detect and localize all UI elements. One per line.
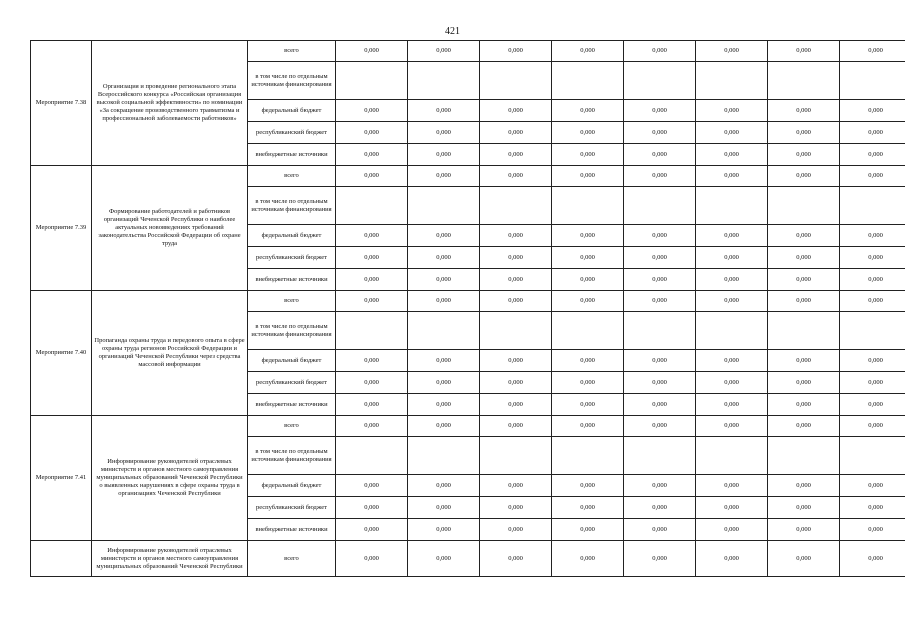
value-cell: 0,000	[336, 166, 408, 187]
value-cell: 0,000	[696, 475, 768, 497]
funding-source-label: всего	[248, 541, 336, 577]
value-cell: 0,000	[552, 416, 624, 437]
value-cell: 0,000	[552, 247, 624, 269]
value-cell: 0,000	[336, 350, 408, 372]
value-cell: 0,000	[480, 497, 552, 519]
value-cell: 0,000	[624, 291, 696, 312]
value-cell: 0,000	[408, 416, 480, 437]
value-cell: 0,000	[408, 541, 480, 577]
value-cell: 0,000	[480, 372, 552, 394]
value-cell	[552, 62, 624, 100]
budget-table	[30, 40, 905, 577]
value-cell	[696, 62, 768, 100]
value-cell: 0,000	[696, 247, 768, 269]
value-cell: 0,000	[696, 269, 768, 291]
funding-source-label: в том числе по отдельным источникам финансирования	[248, 62, 336, 100]
value-cell: 0,000	[768, 225, 840, 247]
value-cell: 0,000	[768, 541, 840, 577]
funding-source-label: всего	[248, 41, 336, 62]
value-cell: 0,000	[552, 291, 624, 312]
value-cell: 0,000	[480, 475, 552, 497]
value-cell: 0,000	[408, 372, 480, 394]
table-body	[31, 41, 905, 577]
value-cell: 0,000	[552, 100, 624, 122]
value-cell: 0,000	[624, 416, 696, 437]
value-cell	[840, 437, 905, 475]
value-cell: 0,000	[480, 541, 552, 577]
value-cell: 0,000	[840, 394, 905, 416]
value-cell	[480, 62, 552, 100]
value-cell: 0,000	[696, 416, 768, 437]
value-cell: 0,000	[840, 416, 905, 437]
value-cell: 0,000	[624, 100, 696, 122]
value-cell: 0,000	[480, 269, 552, 291]
funding-source-label: всего	[248, 416, 336, 437]
value-cell: 0,000	[552, 225, 624, 247]
value-cell: 0,000	[336, 372, 408, 394]
value-cell: 0,000	[408, 475, 480, 497]
value-cell: 0,000	[696, 225, 768, 247]
value-cell: 0,000	[840, 100, 905, 122]
value-cell: 0,000	[768, 475, 840, 497]
value-cell	[696, 312, 768, 350]
value-cell	[768, 437, 840, 475]
value-cell: 0,000	[408, 519, 480, 541]
value-cell: 0,000	[480, 416, 552, 437]
activity-id-cell: Мероприятие 7.39	[31, 166, 92, 291]
value-cell: 0,000	[480, 41, 552, 62]
activity-id-cell-empty	[31, 541, 92, 577]
value-cell	[840, 312, 905, 350]
value-cell: 0,000	[624, 269, 696, 291]
value-cell: 0,000	[840, 247, 905, 269]
table-row	[31, 416, 905, 437]
value-cell: 0,000	[696, 166, 768, 187]
funding-source-label: внебюджетные источники	[248, 144, 336, 166]
value-cell: 0,000	[840, 541, 905, 577]
funding-source-label: республиканский бюджет	[248, 247, 336, 269]
value-cell	[624, 437, 696, 475]
value-cell: 0,000	[552, 541, 624, 577]
value-cell: 0,000	[624, 541, 696, 577]
value-cell: 0,000	[408, 291, 480, 312]
activity-description-cell: Пропаганда охраны труда и передового опыта в сфере охраны труда регионов Российской Федерации и организаций Чеченской Республики через средства массовой информации	[92, 291, 248, 416]
value-cell: 0,000	[336, 497, 408, 519]
value-cell: 0,000	[840, 41, 905, 62]
value-cell: 0,000	[336, 225, 408, 247]
value-cell: 0,000	[624, 350, 696, 372]
value-cell: 0,000	[408, 497, 480, 519]
funding-source-label: республиканский бюджет	[248, 372, 336, 394]
value-cell: 0,000	[624, 475, 696, 497]
value-cell: 0,000	[480, 519, 552, 541]
value-cell: 0,000	[336, 519, 408, 541]
value-cell: 0,000	[408, 394, 480, 416]
activity-id-cell: Мероприятие 7.38	[31, 41, 92, 166]
value-cell: 0,000	[624, 144, 696, 166]
value-cell: 0,000	[696, 519, 768, 541]
value-cell: 0,000	[768, 350, 840, 372]
value-cell: 0,000	[840, 269, 905, 291]
value-cell: 0,000	[552, 350, 624, 372]
value-cell: 0,000	[840, 475, 905, 497]
value-cell: 0,000	[336, 541, 408, 577]
value-cell	[552, 437, 624, 475]
value-cell: 0,000	[624, 225, 696, 247]
value-cell: 0,000	[552, 497, 624, 519]
value-cell: 0,000	[408, 166, 480, 187]
activity-description-cell: Организация и проведение регионального этапа Всероссийского конкурса «Российская организация высокой социальной эффективности» по номинации «За сокращение производственного травматизма и профессиональной заболеваемости работников»	[92, 41, 248, 166]
funding-source-label: внебюджетные источники	[248, 394, 336, 416]
funding-source-label: федеральный бюджет	[248, 225, 336, 247]
funding-source-label: федеральный бюджет	[248, 475, 336, 497]
funding-source-label: всего	[248, 291, 336, 312]
value-cell: 0,000	[624, 41, 696, 62]
value-cell	[624, 62, 696, 100]
funding-source-label: республиканский бюджет	[248, 497, 336, 519]
value-cell: 0,000	[768, 122, 840, 144]
value-cell	[840, 187, 905, 225]
value-cell	[408, 312, 480, 350]
value-cell: 0,000	[336, 247, 408, 269]
value-cell: 0,000	[480, 166, 552, 187]
value-cell	[480, 187, 552, 225]
value-cell: 0,000	[696, 394, 768, 416]
value-cell	[480, 312, 552, 350]
table-row	[31, 41, 905, 62]
activity-id-cell: Мероприятие 7.40	[31, 291, 92, 416]
funding-source-label: в том числе по отдельным источникам финансирования	[248, 187, 336, 225]
value-cell: 0,000	[768, 100, 840, 122]
value-cell: 0,000	[624, 372, 696, 394]
value-cell	[624, 187, 696, 225]
table-row	[31, 291, 905, 312]
value-cell: 0,000	[336, 394, 408, 416]
value-cell: 0,000	[480, 122, 552, 144]
value-cell: 0,000	[552, 144, 624, 166]
value-cell: 0,000	[768, 166, 840, 187]
value-cell	[696, 187, 768, 225]
value-cell: 0,000	[840, 122, 905, 144]
value-cell: 0,000	[336, 416, 408, 437]
value-cell: 0,000	[840, 225, 905, 247]
value-cell: 0,000	[408, 144, 480, 166]
value-cell: 0,000	[696, 541, 768, 577]
funding-source-label: федеральный бюджет	[248, 350, 336, 372]
value-cell: 0,000	[696, 497, 768, 519]
funding-source-label: республиканский бюджет	[248, 122, 336, 144]
value-cell: 0,000	[768, 416, 840, 437]
value-cell: 0,000	[624, 122, 696, 144]
value-cell: 0,000	[768, 269, 840, 291]
value-cell: 0,000	[336, 291, 408, 312]
value-cell: 0,000	[552, 166, 624, 187]
value-cell	[336, 437, 408, 475]
value-cell: 0,000	[840, 372, 905, 394]
value-cell: 0,000	[552, 519, 624, 541]
value-cell	[336, 62, 408, 100]
value-cell	[768, 312, 840, 350]
value-cell	[408, 187, 480, 225]
value-cell: 0,000	[408, 247, 480, 269]
value-cell: 0,000	[480, 247, 552, 269]
value-cell: 0,000	[624, 497, 696, 519]
value-cell: 0,000	[768, 41, 840, 62]
value-cell	[624, 312, 696, 350]
value-cell: 0,000	[552, 122, 624, 144]
value-cell: 0,000	[696, 372, 768, 394]
value-cell: 0,000	[552, 269, 624, 291]
value-cell: 0,000	[480, 394, 552, 416]
funding-source-label: в том числе по отдельным источникам финансирования	[248, 437, 336, 475]
value-cell: 0,000	[696, 100, 768, 122]
activity-id-cell: Мероприятие 7.41	[31, 416, 92, 541]
value-cell	[768, 187, 840, 225]
table-row-continued	[31, 541, 905, 577]
value-cell: 0,000	[840, 350, 905, 372]
value-cell: 0,000	[840, 291, 905, 312]
value-cell: 0,000	[768, 394, 840, 416]
value-cell: 0,000	[408, 122, 480, 144]
value-cell: 0,000	[840, 144, 905, 166]
value-cell: 0,000	[552, 372, 624, 394]
value-cell: 0,000	[336, 475, 408, 497]
value-cell: 0,000	[480, 350, 552, 372]
value-cell: 0,000	[768, 519, 840, 541]
value-cell: 0,000	[840, 497, 905, 519]
activity-description-cell: Формирование работодателей и работников организаций Чеченской Республики о наиболее актуальных нововведениях требований законодательства Российской Федерации об охране труда	[92, 166, 248, 291]
value-cell: 0,000	[696, 144, 768, 166]
value-cell	[768, 62, 840, 100]
value-cell	[408, 62, 480, 100]
value-cell	[552, 187, 624, 225]
value-cell: 0,000	[768, 372, 840, 394]
page-number: 421	[445, 26, 460, 37]
value-cell: 0,000	[552, 394, 624, 416]
value-cell: 0,000	[408, 350, 480, 372]
value-cell: 0,000	[768, 291, 840, 312]
value-cell: 0,000	[768, 497, 840, 519]
value-cell: 0,000	[840, 166, 905, 187]
value-cell: 0,000	[408, 100, 480, 122]
value-cell: 0,000	[624, 519, 696, 541]
value-cell: 0,000	[336, 269, 408, 291]
value-cell: 0,000	[696, 350, 768, 372]
value-cell: 0,000	[336, 41, 408, 62]
value-cell	[336, 187, 408, 225]
value-cell: 0,000	[336, 144, 408, 166]
value-cell: 0,000	[768, 144, 840, 166]
value-cell: 0,000	[696, 291, 768, 312]
value-cell: 0,000	[840, 519, 905, 541]
value-cell	[840, 62, 905, 100]
value-cell: 0,000	[768, 247, 840, 269]
value-cell: 0,000	[336, 122, 408, 144]
value-cell: 0,000	[552, 41, 624, 62]
value-cell	[552, 312, 624, 350]
funding-source-label: федеральный бюджет	[248, 100, 336, 122]
value-cell: 0,000	[480, 144, 552, 166]
value-cell: 0,000	[336, 100, 408, 122]
value-cell	[696, 437, 768, 475]
value-cell	[336, 312, 408, 350]
funding-source-label: внебюджетные источники	[248, 519, 336, 541]
value-cell: 0,000	[480, 225, 552, 247]
value-cell	[408, 437, 480, 475]
funding-source-label: внебюджетные источники	[248, 269, 336, 291]
value-cell	[480, 437, 552, 475]
value-cell: 0,000	[624, 247, 696, 269]
funding-source-label: в том числе по отдельным источникам финансирования	[248, 312, 336, 350]
value-cell: 0,000	[408, 225, 480, 247]
value-cell: 0,000	[408, 41, 480, 62]
activity-description-cell: Информирование руководителей отраслевых министерств и органов местного самоуправления муниципальных образований Чеченской Республики о выявленных нарушениях в сфере охраны труда в организациях Чеченской Республики	[92, 416, 248, 541]
value-cell: 0,000	[624, 394, 696, 416]
table-row	[31, 166, 905, 187]
activity-description-cell: Информирование руководителей отраслевых министерств и органов местного самоуправления муниципальных образований Чеченской Республики	[92, 541, 248, 577]
value-cell: 0,000	[552, 475, 624, 497]
value-cell: 0,000	[624, 166, 696, 187]
value-cell: 0,000	[696, 122, 768, 144]
funding-source-label: всего	[248, 166, 336, 187]
value-cell: 0,000	[480, 291, 552, 312]
value-cell: 0,000	[480, 100, 552, 122]
value-cell: 0,000	[408, 269, 480, 291]
value-cell: 0,000	[696, 41, 768, 62]
